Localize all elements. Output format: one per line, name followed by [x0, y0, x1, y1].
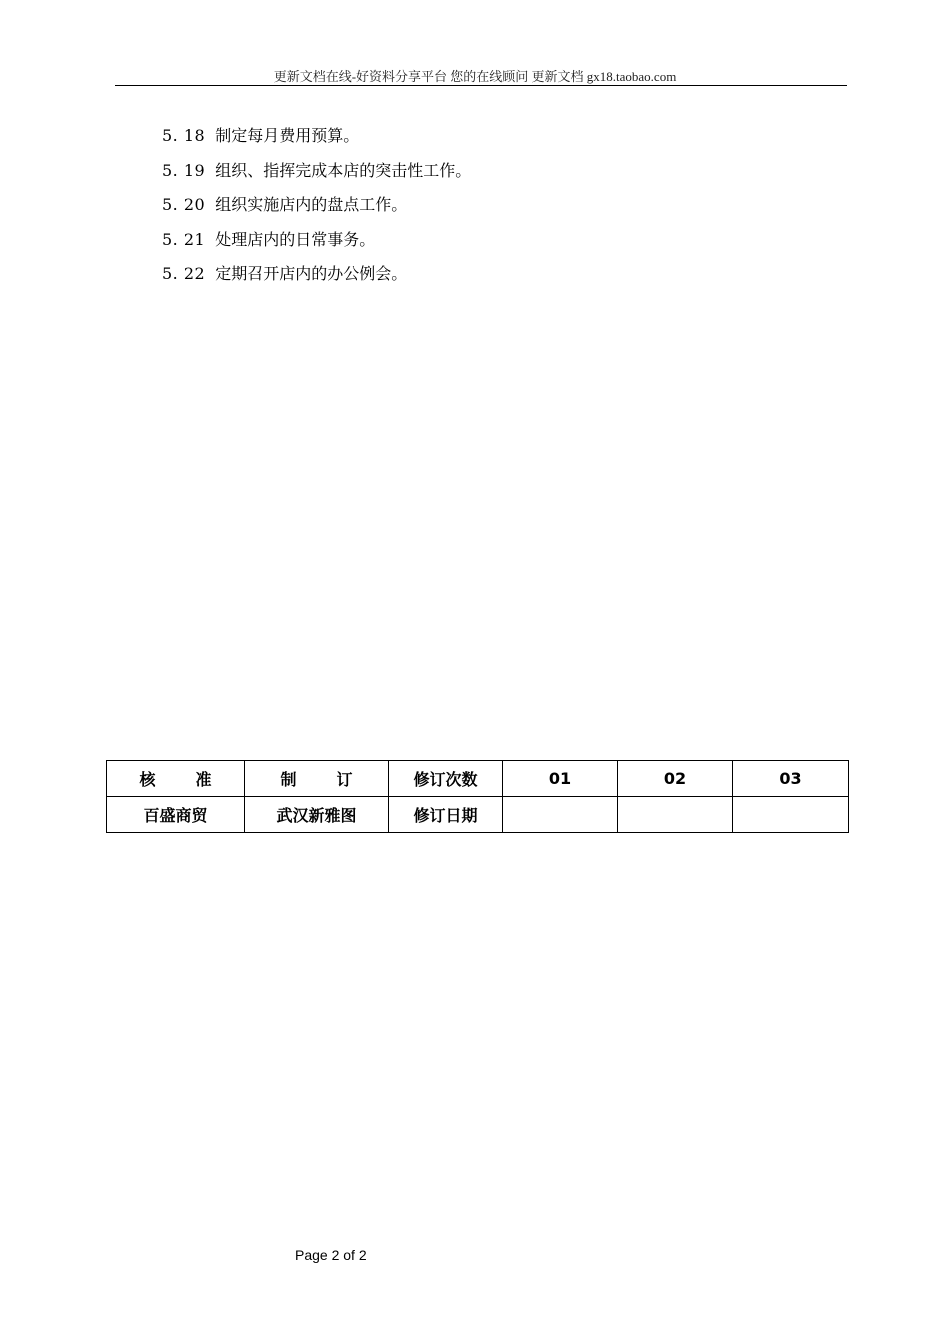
drafter-name: 武汉新雅图 [245, 797, 389, 833]
header-divider [115, 85, 847, 86]
table-row [107, 797, 849, 833]
revision-number-cell: 01 [503, 761, 618, 797]
list-item [162, 193, 471, 228]
revision-date-label: 修订日期 [389, 797, 503, 833]
item-number: 5. 18 [162, 126, 206, 145]
approver-name: 百盛商贸 [107, 797, 245, 833]
page-number: Page 2 of 2 [295, 1247, 367, 1263]
drafted-label: 制订 [280, 770, 393, 789]
page-header: 更新文档在线-好资料分享平台 您的在线顾问 更新文档 gx18.taobao.com [273, 69, 677, 84]
item-number: 5. 21 [162, 229, 206, 249]
revision-date-cell [503, 797, 618, 833]
item-text: 制定每月费用预算。 [215, 126, 360, 145]
list-item [162, 262, 471, 297]
list-item [162, 159, 471, 194]
item-number: 5. 19 [162, 160, 206, 180]
duty-list [162, 124, 471, 297]
drafted-label-cell [245, 761, 393, 797]
item-text: 组织、指挥完成本店的突击性工作。 [215, 160, 472, 180]
list-item [162, 124, 471, 159]
item-text: 定期召开店内的办公例会。 [215, 264, 408, 283]
item-text: 处理店内的日常事务。 [215, 229, 376, 249]
revision-number-cell: 02 [618, 761, 733, 797]
revision-table [106, 760, 849, 833]
revision-count-label: 修订次数 [389, 761, 503, 797]
revision-date-cell [733, 797, 849, 833]
approved-label: 核准 [139, 770, 252, 789]
item-text: 组织实施店内的盘点工作。 [215, 195, 408, 214]
revision-date-cell [618, 797, 733, 833]
approved-label-cell [107, 761, 252, 797]
table-row [107, 761, 849, 797]
item-number: 5. 22 [162, 264, 206, 283]
list-item [162, 228, 471, 263]
revision-number-cell: 03 [733, 761, 849, 797]
item-number: 5. 20 [162, 195, 206, 214]
